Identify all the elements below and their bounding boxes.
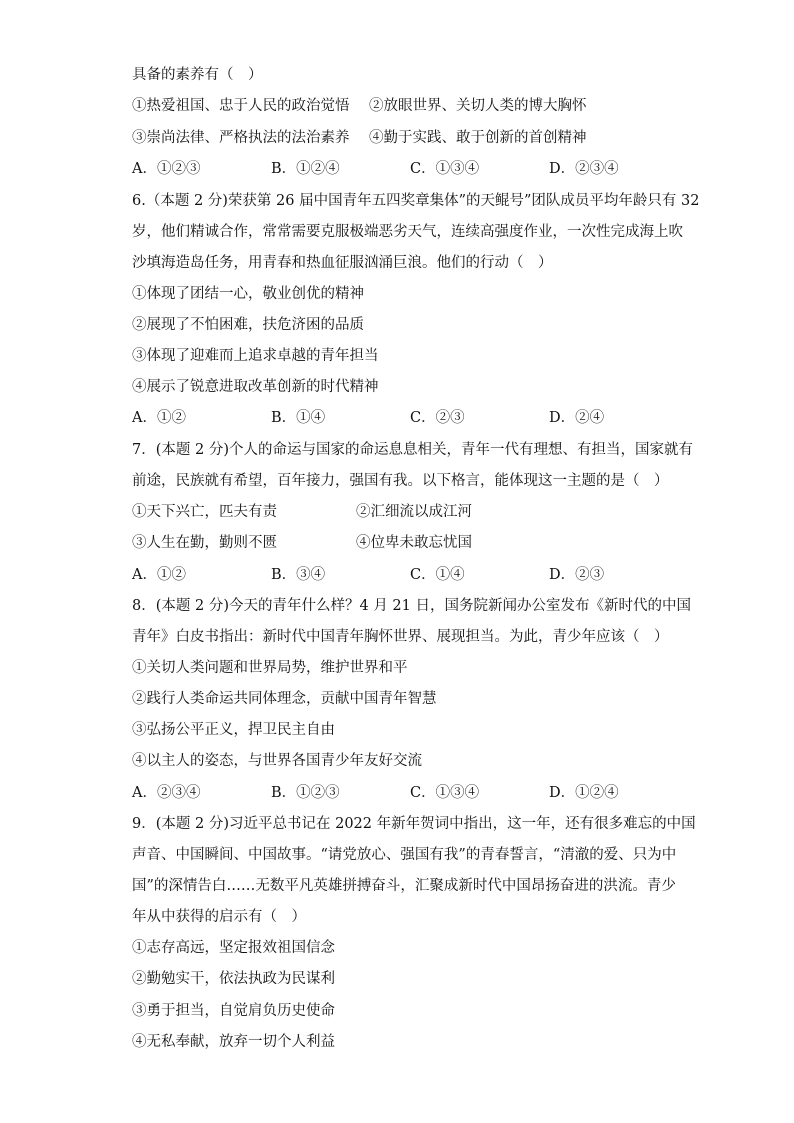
q7-stem-line-1: 7．(本题 2 分)个人的命运与国家的命运息息相关，青年一代有理想、有担当，国家就有 xyxy=(132,442,693,458)
option-letter: A． xyxy=(132,785,157,801)
q9-statement-3: ③勇于担当，自觉肩负历史使命 xyxy=(132,1003,335,1019)
q9-stem-line-1: 9．(本题 2 分)习近平总书记在 2022 年新年贺词中指出，这一年，还有很多难忘的中国 xyxy=(132,816,696,832)
q6-stem-line-3: 沙填海造岛任务，用青春和热血征服汹涌巨浪。他们的行动（ ） xyxy=(132,255,553,271)
q8-statement-2: ②践行人类命运共同体理念，贡献中国青年智慧 xyxy=(132,691,437,707)
option-letter: C． xyxy=(410,410,436,426)
option-text: ②③④ xyxy=(575,161,619,177)
q5-statement-3: ③崇尚法律、严格执法的法治素养 xyxy=(132,130,350,146)
option-letter: B． xyxy=(271,161,297,177)
option-text: ②④ xyxy=(575,410,605,426)
option-letter: C． xyxy=(410,785,436,801)
option-text: ①②④ xyxy=(296,161,340,177)
option-text: ①②③ xyxy=(156,161,201,177)
option-text: ①②③ xyxy=(296,785,340,801)
q8-option-d[interactable] xyxy=(549,783,619,803)
q9-statement-4: ④无私奉献，放弃一切个人利益 xyxy=(132,1034,335,1050)
option-text: ②③ xyxy=(575,567,605,583)
q9-stem-line-4: 年从中获得的启示有（ ） xyxy=(132,909,306,925)
q6-statement-4: ④展示了锐意进取改革创新的时代精神 xyxy=(132,379,379,395)
q6-statement-1: ①体现了团结一心，敬业创优的精神 xyxy=(132,286,364,302)
q8-option-a[interactable] xyxy=(132,783,200,803)
option-letter: D． xyxy=(549,161,576,177)
q8-stem-line-2: 青年》白皮书指出：新时代中国青年胸怀世界、展现担当。为此，青少年应该（ ） xyxy=(132,629,669,645)
q9-stem-line-3: 国”的深情告白……无数平凡英雄拼搏奋斗，汇聚成新时代中国昂扬奋进的洪流。青少 xyxy=(132,878,676,894)
q6-option-a[interactable] xyxy=(132,408,186,428)
option-text: ③④ xyxy=(296,567,326,583)
q5-statement-4: ④勤于实践、敢于创新的首创精神 xyxy=(369,130,587,146)
q7-option-a[interactable] xyxy=(132,565,186,585)
q6-stem-line-1: 6.（本题 2 分)荣获第 26 届中国青年五四奖章集体”的天鲲号”团队成员平均年龄只有 32 xyxy=(132,193,700,209)
option-text: ①④ xyxy=(296,410,326,426)
option-letter: A． xyxy=(132,567,157,583)
option-text: ①② xyxy=(156,410,186,426)
q7-statement-2: ②汇细流以成江河 xyxy=(356,504,472,520)
option-letter: B． xyxy=(271,410,297,426)
q8-statement-3: ③弘扬公平正义，捍卫民主自由 xyxy=(132,722,335,738)
q7-stem-line-2: 前途，民族就有希望，百年接力，强国有我。以下格言，能体现这一主题的是（ ） xyxy=(132,473,669,489)
q5-option-c[interactable] xyxy=(410,159,479,179)
option-letter: B． xyxy=(271,567,297,583)
option-letter: A． xyxy=(132,161,157,177)
q5-option-b[interactable] xyxy=(271,159,340,179)
q7-statement-3: ③人生在勤，勤则不匮 xyxy=(132,535,277,551)
q8-option-b[interactable] xyxy=(271,783,340,803)
q5-option-d[interactable] xyxy=(549,159,619,179)
option-letter: B． xyxy=(271,785,297,801)
option-text: ①③④ xyxy=(435,785,480,801)
option-letter: C． xyxy=(410,161,436,177)
q8-option-c[interactable] xyxy=(410,783,479,803)
option-text: ①④ xyxy=(435,567,465,583)
q6-stem-line-2: 岁，他们精诚合作，常常需要克服极端恶劣天气，连续高强度作业，一次性完成海上吹 xyxy=(132,224,683,240)
option-letter: C． xyxy=(410,567,436,583)
q6-option-c[interactable] xyxy=(410,408,465,428)
q5-stem-tail: 具备的素养有（ ） xyxy=(132,67,263,83)
q8-statement-1: ①关切人类问题和世界局势，维护世界和平 xyxy=(132,660,408,676)
q7-option-c[interactable] xyxy=(410,565,465,585)
option-text: ①③④ xyxy=(435,161,480,177)
option-text: ②③④ xyxy=(156,785,201,801)
q9-statement-2: ②勤勉实干，依法执政为民谋利 xyxy=(132,971,335,987)
q8-statement-4: ④以主人的姿态，与世界各国青少年友好交流 xyxy=(132,753,422,769)
option-letter: D． xyxy=(549,410,576,426)
q7-option-b[interactable] xyxy=(271,565,325,585)
q6-statement-3: ③体现了迎难而上追求卓越的青年担当 xyxy=(132,348,379,364)
q9-stem-line-2: 声音、中国瞬间、中国故事。“请党放心、强国有我”的青春誓言，“清澈的爱、只为中 xyxy=(132,847,677,863)
q5-statement-1: ①热爱祖国、忠于人民的政治觉悟 xyxy=(132,98,350,114)
q6-statement-2: ②展现了不怕困难，扶危济困的品质 xyxy=(132,317,364,333)
option-text: ①② xyxy=(156,567,186,583)
q8-stem-line-1: 8．(本题 2 分)今天的青年什么样？4 月 21 日，国务院新闻办公室发布《新时代的中国 xyxy=(132,598,691,614)
q5-option-a[interactable] xyxy=(132,159,200,179)
q7-statement-1: ①天下兴亡，匹夫有责 xyxy=(132,504,277,520)
option-text: ②③ xyxy=(435,410,465,426)
option-letter: D． xyxy=(549,567,576,583)
q5-statement-2: ②放眼世界、关切人类的博大胸怀 xyxy=(369,98,587,114)
option-letter: A． xyxy=(132,410,157,426)
option-text: ①②④ xyxy=(575,785,619,801)
q7-statement-4: ④位卑未敢忘忧国 xyxy=(356,535,472,551)
option-letter: D． xyxy=(549,785,576,801)
q6-option-b[interactable] xyxy=(271,408,325,428)
q9-statement-1: ①志存高远，坚定报效祖国信念 xyxy=(132,940,335,956)
q6-option-d[interactable] xyxy=(549,408,604,428)
q7-option-d[interactable] xyxy=(549,565,604,585)
